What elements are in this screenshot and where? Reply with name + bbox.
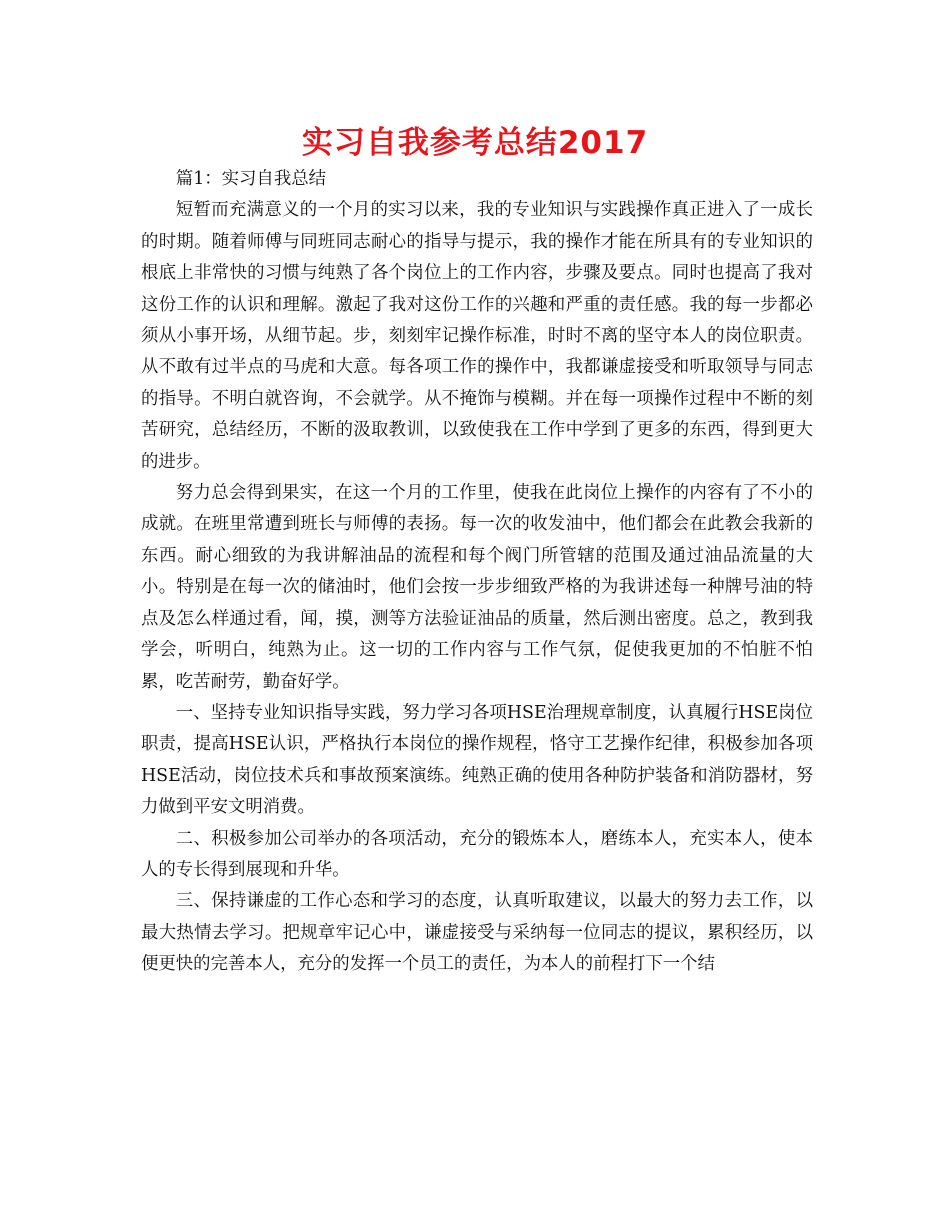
- document-title: 实习自我参考总结2017: [301, 125, 649, 161]
- body-paragraph-1: 短暂而充满意义的一个月的实习以来，我的专业知识与实践操作真正进入了一成长的时期。随着师傅与同班同志耐心的指导与提示，我的操作才能在所具有的专业知识的根底上非常快的习惯与纯熟了各个岗位上的工作内容，步骤及要点。同时也提高了我对这份工作的认识和理解。激起了我对这份工作的兴趣和严重的责任感。我的每一步都必须从小事开场，从细节起。步，刻刻牢记操作标准，时时不离的坚守本人的岗位职责。从不敢有过半点的马虎和大意。每各项工作的操作中，我都谦虚接受和听取领导与同志的指导。不明白就咨询，不会就学。从不掩饰与模糊。并在每一项操作过程中不断的刻苦研究，总结经历，不断的汲取教训，以致使我在工作中学到了更多的东西，得到更大的进步。: [141, 200, 813, 472]
- body-paragraph-3: 一、坚持专业知识指导实践，努力学习各项HSE治理规章制度，认真履行HSE岗位职责，提高HSE认识，严格执行本岗位的操作规程，恪守工艺操作纪律，积极参加各项HSE活动，岗位技术兵和事故预案演练。纯熟正确的使用各种防护装备和消防器材，努力做到平安文明消费。: [141, 702, 813, 818]
- document-body: [141, 164, 813, 981]
- body-paragraph-5: 三、保持谦虚的工作心态和学习的态度，认真听取建议，以最大的努力去工作，以最大热情去学习。把规章牢记心中，谦虚接受与采纳每一位同志的提议，累积经历，以便更快的完善本人，充分的发挥一个员工的责任，为本人的前程打下一个结: [141, 891, 813, 975]
- body-paragraph-4: 二、积极参加公司举办的各项活动，充分的锻炼本人，磨练本人，充实本人，使本人的专长得到展现和升华。: [141, 828, 813, 880]
- section-heading: 篇1：实习自我总结: [175, 169, 326, 189]
- body-paragraph-2: 努力总会得到果实，在这一个月的工作里，使我在此岗位上操作的内容有了不小的成就。在班里常遭到班长与师傅的表扬。每一次的收发油中，他们都会在此教会我新的东西。耐心细致的为我讲解油品的流程和每个阀门所管辖的范围及通过油品流量的大小。特别是在每一次的储油时，他们会按一步步细致严格的为我讲述每一种牌号油的特点及怎么样通过看，闻，摸，测等方法验证油品的质量，然后测出密度。总之，教到我学会，听明白，纯熟为止。这一切的工作内容与工作气氛，促使我更加的不怕脏不怕累，吃苦耐劳，勤奋好学。: [141, 483, 813, 692]
